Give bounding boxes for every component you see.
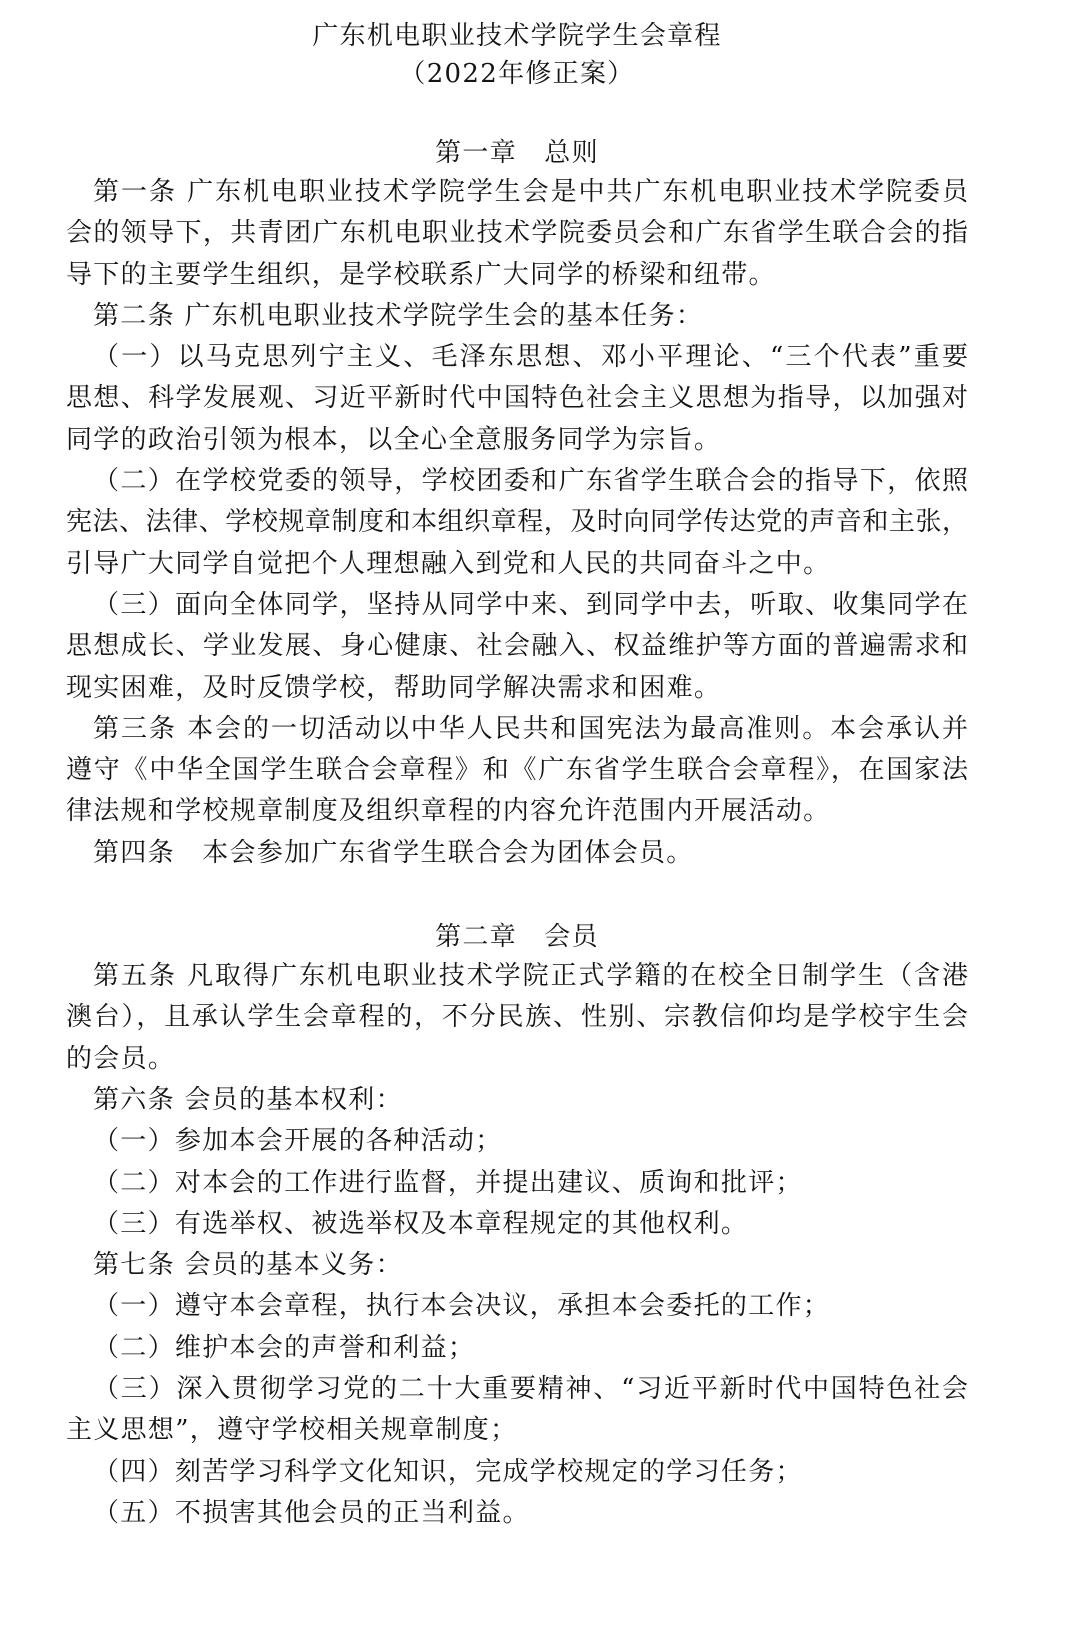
text-line: 第三条 本会的一切活动以中华人民共和国宪法为最高准则。本会承认并 xyxy=(93,713,968,744)
chapter-heading: 第一章 总则 xyxy=(435,138,599,168)
text-line: （四）刻苦学习科学文化知识，完成学校规定的学习任务； xyxy=(93,1456,803,1487)
document-subtitle: （2022年修正案） xyxy=(399,59,635,89)
article-7-item-1 xyxy=(66,1286,968,1327)
text-line: 律法规和学校规章制度及组织章程的内容允许范围内开展活动。 xyxy=(66,796,831,827)
article-2-item-2 xyxy=(66,461,968,585)
text-line: 现实困难，及时反馈学校，帮助同学解决需求和困难。 xyxy=(66,672,722,703)
article-4 xyxy=(66,833,968,874)
document-body xyxy=(66,17,968,1534)
text-line: （三）面向全体同学，坚持从同学中来、到同学中去，听取、收集同学在 xyxy=(93,589,968,620)
article-2 xyxy=(66,296,968,337)
text-line: （一）遵守本会章程，执行本会决议，承担本会委托的工作； xyxy=(93,1291,831,1322)
article-3 xyxy=(66,709,968,833)
chapter-general-provisions xyxy=(66,134,968,874)
text-line: 主义思想”，遵守学校相关规章制度； xyxy=(66,1415,518,1446)
text-line: 引导广大同学自觉把个人理想融入到党和人民的共同奋斗之中。 xyxy=(66,548,831,579)
article-2-item-3 xyxy=(66,585,968,709)
text-line: （三）深入贯彻学习党的二十大重要精神、“习近平新时代中国特色社会 xyxy=(93,1374,968,1405)
article-1 xyxy=(66,172,968,296)
text-line: 导下的主要学生组织，是学校联系广大同学的桥梁和纽带。 xyxy=(66,259,776,290)
text-line: （一）参加本会开展的各种活动； xyxy=(93,1126,503,1157)
text-line: （五）不损害其他会员的正当利益。 xyxy=(93,1497,530,1528)
chapter-members xyxy=(66,918,968,1534)
article-7-item-3 xyxy=(66,1369,968,1452)
chapter-heading: 第二章 会员 xyxy=(435,922,599,953)
article-6-item-1 xyxy=(66,1121,968,1162)
text-line: 思想、科学发展观、习近平新时代中国特色社会主义思想为指导，以加强对 xyxy=(66,383,968,414)
text-line: 第四条 本会参加广东省学生联合会为团体会员。 xyxy=(93,837,694,868)
text-line: 澳台），且承认学生会章程的，不分民族、性别、宗教信仰均是学校宇生会 xyxy=(66,1002,968,1033)
text-line: （三）有选举权、被选举权及本章程规定的其他权利。 xyxy=(93,1208,749,1239)
text-line: 同学的政治引领为根本，以全心全意服务同学为宗旨。 xyxy=(66,424,722,455)
text-line: 会的领导下，共青团广东机电职业技术学院委员会和广东省学生联合会的指 xyxy=(66,218,968,249)
text-line: （二）在学校党委的领导，学校团委和广东省学生联合会的指导下，依照 xyxy=(93,466,968,497)
text-line: （二）维护本会的声誉和利益； xyxy=(93,1332,476,1363)
article-7-item-5 xyxy=(66,1493,968,1534)
text-line: 遵守《中华全国学生联合会章程》和《广东省学生联合会章程》，在国家法 xyxy=(66,755,968,786)
text-line: 第六条 会员的基本权利： xyxy=(93,1084,403,1115)
text-line: 思想成长、学业发展、身心健康、社会融入、权益维护等方面的普遍需求和 xyxy=(66,631,968,662)
document-title: 广东机电职业技术学院学生会章程 xyxy=(312,21,722,51)
text-line: （二）对本会的工作进行监督，并提出建议、质询和批评； xyxy=(93,1167,803,1198)
text-line: 第一条 广东机电职业技术学院学生会是中共广东机电职业技术学院委员 xyxy=(93,177,968,207)
text-line: （一）以马克思列宁主义、毛泽东思想、邓小平理论、“三个代表”重要 xyxy=(93,342,968,373)
text-line: 的会员。 xyxy=(66,1043,176,1074)
article-7 xyxy=(66,1245,968,1286)
article-6 xyxy=(66,1080,968,1121)
text-line: 宪法、法律、学校规章制度和本组织章程，及时向同学传达党的声音和主张， xyxy=(66,507,968,538)
text-line: 第二条 广东机电职业技术学院学生会的基本任务： xyxy=(93,300,704,331)
text-line: 第五条 凡取得广东机电职业技术学院正式学籍的在校全日制学生（含港 xyxy=(93,961,968,992)
text-line: 第七条 会员的基本义务： xyxy=(93,1250,403,1281)
article-5 xyxy=(66,956,968,1080)
article-2-item-1 xyxy=(66,337,968,461)
article-7-item-4 xyxy=(66,1452,968,1493)
article-6-item-3 xyxy=(66,1204,968,1245)
article-7-item-2 xyxy=(66,1328,968,1369)
article-6-item-2 xyxy=(66,1163,968,1204)
